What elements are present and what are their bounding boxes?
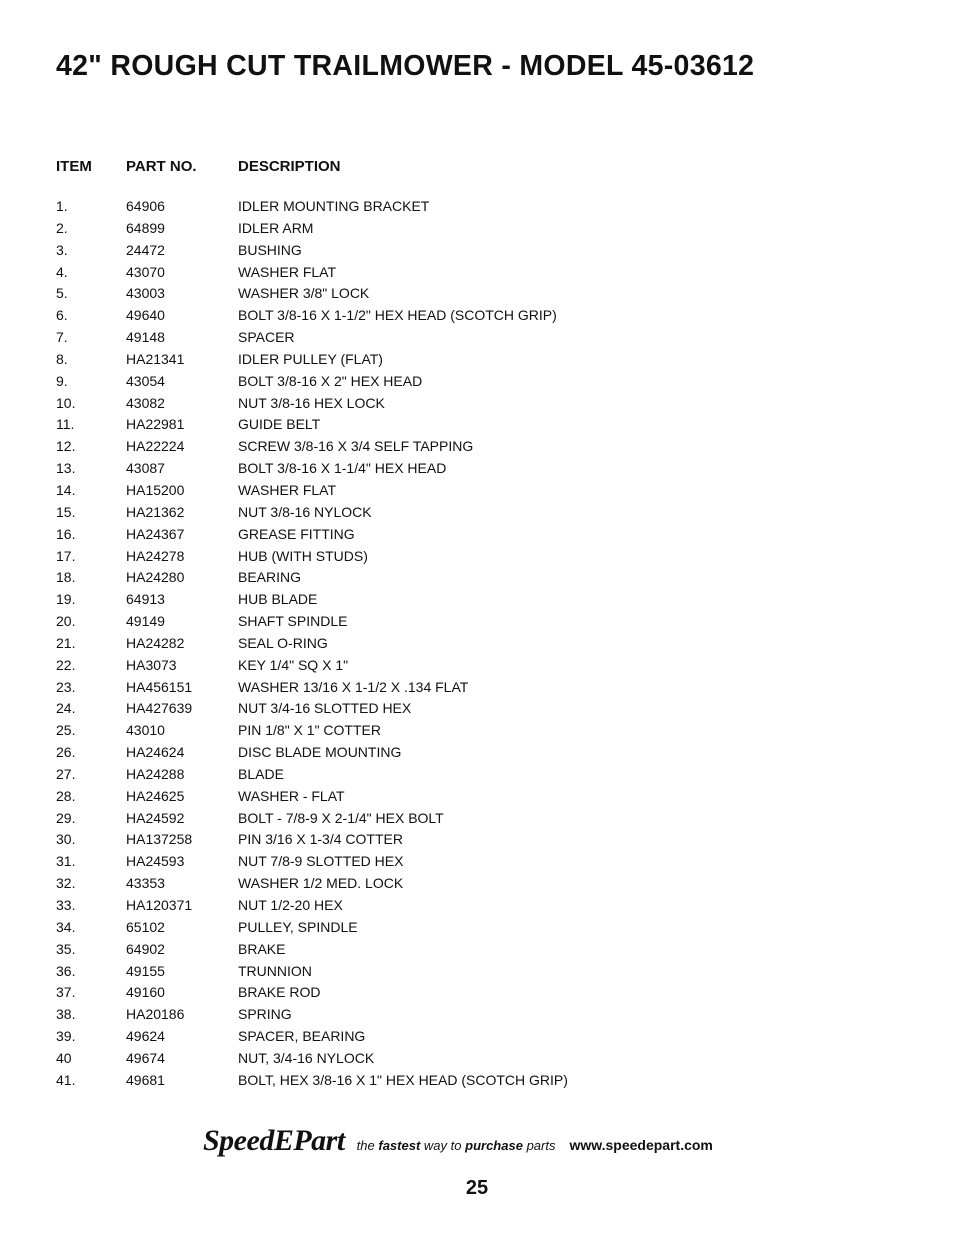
table-row bbox=[56, 371, 568, 393]
part-number: HA20186 bbox=[126, 1006, 185, 1023]
part-number: HA24288 bbox=[126, 765, 185, 782]
part-number: 43353 bbox=[126, 875, 165, 892]
table-header-row bbox=[56, 156, 568, 178]
table-row bbox=[56, 982, 568, 1004]
table-row bbox=[56, 262, 568, 284]
part-number: 64902 bbox=[126, 940, 165, 957]
part-description: WASHER 13/16 X 1-1/2 X .134 FLAT bbox=[238, 678, 469, 695]
item-number: 30. bbox=[56, 831, 76, 848]
page-number: 25 bbox=[465, 1177, 489, 1199]
item-number: 18. bbox=[56, 569, 76, 586]
part-number: HA24367 bbox=[126, 525, 185, 542]
item-number: 31. bbox=[56, 853, 76, 870]
tagline-word: the bbox=[356, 1138, 375, 1153]
tagline-word: parts bbox=[526, 1138, 556, 1153]
table-row bbox=[56, 873, 568, 895]
table-row bbox=[56, 567, 568, 589]
item-number: 41. bbox=[56, 1071, 76, 1088]
part-number: HA137258 bbox=[126, 831, 193, 848]
tagline bbox=[357, 1138, 556, 1153]
item-number: 6. bbox=[56, 307, 68, 324]
item-number: 25. bbox=[56, 722, 76, 739]
part-description: SHAFT SPINDLE bbox=[238, 613, 348, 630]
table-row bbox=[56, 851, 568, 873]
table-row bbox=[56, 808, 568, 830]
item-number: 29. bbox=[56, 809, 76, 826]
table-row bbox=[56, 939, 568, 961]
part-number: 64906 bbox=[126, 198, 165, 214]
part-number: HA24278 bbox=[126, 547, 185, 564]
table-row bbox=[56, 283, 568, 305]
page-title: 42" ROUGH CUT TRAILMOWER - MODEL 45-03612 bbox=[56, 50, 755, 82]
table-row bbox=[56, 720, 568, 742]
part-description: HUB (WITH STUDS) bbox=[238, 547, 368, 564]
table-row bbox=[56, 305, 568, 327]
item-number: 7. bbox=[56, 329, 68, 346]
item-number: 1. bbox=[56, 198, 68, 214]
part-description: BOLT - 7/8-9 X 2-1/4" HEX BOLT bbox=[238, 809, 444, 826]
part-description: NUT 1/2-20 HEX bbox=[238, 897, 343, 913]
table-row bbox=[56, 764, 568, 786]
part-number: 24472 bbox=[126, 241, 165, 258]
table-row bbox=[56, 349, 568, 371]
part-number: 49149 bbox=[126, 613, 165, 630]
website-link[interactable]: www.speedepart.com bbox=[569, 1137, 713, 1153]
part-number: HA3073 bbox=[126, 656, 177, 673]
part-description: WASHER FLAT bbox=[238, 263, 337, 280]
part-description: WASHER 3/8" LOCK bbox=[238, 285, 370, 302]
item-number: 10. bbox=[56, 394, 76, 411]
part-number: HA24282 bbox=[126, 634, 185, 651]
part-number: 49624 bbox=[126, 1028, 165, 1045]
item-number: 15. bbox=[56, 503, 76, 520]
item-number: 13. bbox=[56, 460, 76, 477]
part-number: 49160 bbox=[126, 984, 165, 1001]
table-row bbox=[56, 1004, 568, 1026]
item-number: 34. bbox=[56, 918, 76, 935]
part-description: PULLEY, SPINDLE bbox=[238, 918, 358, 935]
part-description: BOLT 3/8-16 X 1-1/4" HEX HEAD bbox=[238, 460, 447, 477]
part-description: NUT 3/4-16 SLOTTED HEX bbox=[238, 700, 412, 717]
item-number: 35. bbox=[56, 940, 76, 957]
part-description: GUIDE BELT bbox=[238, 416, 321, 433]
speedepart-logo: SpeedEPart bbox=[203, 1124, 345, 1157]
part-number: 49148 bbox=[126, 329, 165, 346]
part-description: SCREW 3/8-16 X 3/4 SELF TAPPING bbox=[238, 438, 474, 455]
part-description: WASHER - FLAT bbox=[238, 787, 345, 804]
table-row bbox=[56, 742, 568, 764]
part-number: 43082 bbox=[126, 394, 165, 411]
table-row bbox=[56, 589, 568, 611]
part-description: DISC BLADE MOUNTING bbox=[238, 744, 402, 761]
part-description: SPACER bbox=[238, 329, 295, 346]
table-row bbox=[56, 393, 568, 415]
part-number: HA21341 bbox=[126, 350, 185, 367]
part-number: HA427639 bbox=[126, 700, 193, 717]
item-number: 24. bbox=[56, 700, 76, 717]
part-description: SEAL O-RING bbox=[238, 634, 328, 651]
part-description: BOLT, HEX 3/8-16 X 1" HEX HEAD (SCOTCH GRIP) bbox=[238, 1071, 568, 1088]
item-number: 8. bbox=[56, 350, 68, 367]
column-header-part-no: PART NO. bbox=[126, 158, 197, 175]
table-row bbox=[56, 546, 568, 568]
part-number: 43003 bbox=[126, 285, 165, 302]
part-description: BEARING bbox=[238, 569, 302, 586]
item-number: 19. bbox=[56, 591, 76, 608]
part-number: 49681 bbox=[126, 1071, 165, 1088]
part-number: HA24592 bbox=[126, 809, 185, 826]
table-row bbox=[56, 436, 568, 458]
table-row bbox=[56, 1070, 568, 1092]
part-number: HA24593 bbox=[126, 853, 185, 870]
item-number: 23. bbox=[56, 678, 76, 695]
table-row bbox=[56, 524, 568, 546]
table-row bbox=[56, 327, 568, 349]
part-description: GREASE FITTING bbox=[238, 525, 355, 542]
part-number: HA24624 bbox=[126, 744, 185, 761]
item-number: 4. bbox=[56, 263, 68, 280]
item-number: 12. bbox=[56, 438, 76, 455]
part-number: HA120371 bbox=[126, 897, 193, 913]
item-number: 37. bbox=[56, 984, 76, 1001]
part-description: WASHER FLAT bbox=[238, 481, 337, 498]
part-description: NUT 7/8-9 SLOTTED HEX bbox=[238, 853, 404, 870]
item-number: 20. bbox=[56, 613, 76, 630]
item-number: 26. bbox=[56, 744, 76, 761]
part-description: TRUNNION bbox=[238, 962, 312, 979]
part-description: SPRING bbox=[238, 1006, 292, 1023]
parts-table bbox=[56, 156, 568, 1092]
table-row bbox=[56, 240, 568, 262]
table-row bbox=[56, 786, 568, 808]
part-description: IDLER PULLEY (FLAT) bbox=[238, 350, 383, 367]
tagline-word: way to bbox=[423, 1138, 462, 1153]
part-number: 43054 bbox=[126, 372, 165, 389]
item-number: 5. bbox=[56, 285, 68, 302]
part-number: 64913 bbox=[126, 591, 165, 608]
part-description: BLADE bbox=[238, 765, 284, 782]
part-number: 43070 bbox=[126, 263, 165, 280]
item-number: 36. bbox=[56, 962, 76, 979]
part-description: BOLT 3/8-16 X 1-1/2" HEX HEAD (SCOTCH GRIP) bbox=[238, 307, 557, 324]
item-number: 33. bbox=[56, 897, 76, 913]
part-description: IDLER MOUNTING BRACKET bbox=[238, 198, 430, 214]
column-header-description: DESCRIPTION bbox=[238, 158, 341, 175]
part-description: BRAKE bbox=[238, 940, 286, 957]
tagline-word: fastest bbox=[378, 1138, 421, 1153]
item-number: 11. bbox=[56, 416, 75, 433]
table-row bbox=[56, 480, 568, 502]
part-number: 49640 bbox=[126, 307, 165, 324]
part-description: NUT 3/8-16 HEX LOCK bbox=[238, 394, 385, 411]
table-row bbox=[56, 218, 568, 240]
item-number: 40 bbox=[56, 1049, 72, 1066]
column-header-item: ITEM bbox=[56, 158, 92, 175]
part-number: HA24625 bbox=[126, 787, 185, 804]
table-row bbox=[56, 414, 568, 436]
part-number: HA456151 bbox=[126, 678, 193, 695]
part-description: NUT, 3/4-16 NYLOCK bbox=[238, 1049, 375, 1066]
part-number: HA15200 bbox=[126, 481, 185, 498]
table-row bbox=[56, 1048, 568, 1070]
table-row bbox=[56, 677, 568, 699]
item-number: 17. bbox=[56, 547, 76, 564]
item-number: 22. bbox=[56, 656, 76, 673]
table-row bbox=[56, 1026, 568, 1048]
table-row bbox=[56, 611, 568, 633]
table-row bbox=[56, 829, 568, 851]
part-description: WASHER 1/2 MED. LOCK bbox=[238, 875, 404, 892]
table-row bbox=[56, 698, 568, 720]
table-row bbox=[56, 655, 568, 677]
item-number: 27. bbox=[56, 765, 76, 782]
part-description: IDLER ARM bbox=[238, 219, 314, 236]
part-number: HA22981 bbox=[126, 416, 185, 433]
part-number: HA24280 bbox=[126, 569, 185, 586]
table-row bbox=[56, 196, 568, 218]
table-row bbox=[56, 502, 568, 524]
table-row bbox=[56, 633, 568, 655]
table-row bbox=[56, 895, 568, 917]
item-number: 16. bbox=[56, 525, 76, 542]
item-number: 2. bbox=[56, 219, 68, 236]
part-description: BOLT 3/8-16 X 2" HEX HEAD bbox=[238, 372, 423, 389]
footer-brand bbox=[203, 1124, 713, 1160]
part-number: 65102 bbox=[126, 918, 165, 935]
part-description: HUB BLADE bbox=[238, 591, 318, 608]
item-number: 28. bbox=[56, 787, 76, 804]
part-description: PIN 1/8" X 1" COTTER bbox=[238, 722, 381, 739]
tagline-word: purchase bbox=[465, 1138, 523, 1153]
item-number: 32. bbox=[56, 875, 76, 892]
part-number: 49155 bbox=[126, 962, 165, 979]
part-description: KEY 1/4" SQ X 1" bbox=[238, 656, 349, 673]
table-row bbox=[56, 917, 568, 939]
part-number: 49674 bbox=[126, 1049, 165, 1066]
part-description: PIN 3/16 X 1-3/4 COTTER bbox=[238, 831, 403, 848]
part-number: 64899 bbox=[126, 219, 165, 236]
item-number: 38. bbox=[56, 1006, 76, 1023]
item-number: 9. bbox=[56, 372, 68, 389]
part-number: HA21362 bbox=[126, 503, 185, 520]
item-number: 14. bbox=[56, 481, 76, 498]
part-description: BRAKE ROD bbox=[238, 984, 321, 1001]
part-number: 43087 bbox=[126, 460, 165, 477]
part-description: SPACER, BEARING bbox=[238, 1028, 366, 1045]
table-row bbox=[56, 458, 568, 480]
part-number: 43010 bbox=[126, 722, 165, 739]
item-number: 21. bbox=[56, 634, 76, 651]
item-number: 3. bbox=[56, 241, 68, 258]
part-description: BUSHING bbox=[238, 241, 302, 258]
table-row bbox=[56, 961, 568, 983]
part-number: HA22224 bbox=[126, 438, 185, 455]
part-description: NUT 3/8-16 NYLOCK bbox=[238, 503, 372, 520]
table-body bbox=[56, 196, 568, 1092]
item-number: 39. bbox=[56, 1028, 76, 1045]
